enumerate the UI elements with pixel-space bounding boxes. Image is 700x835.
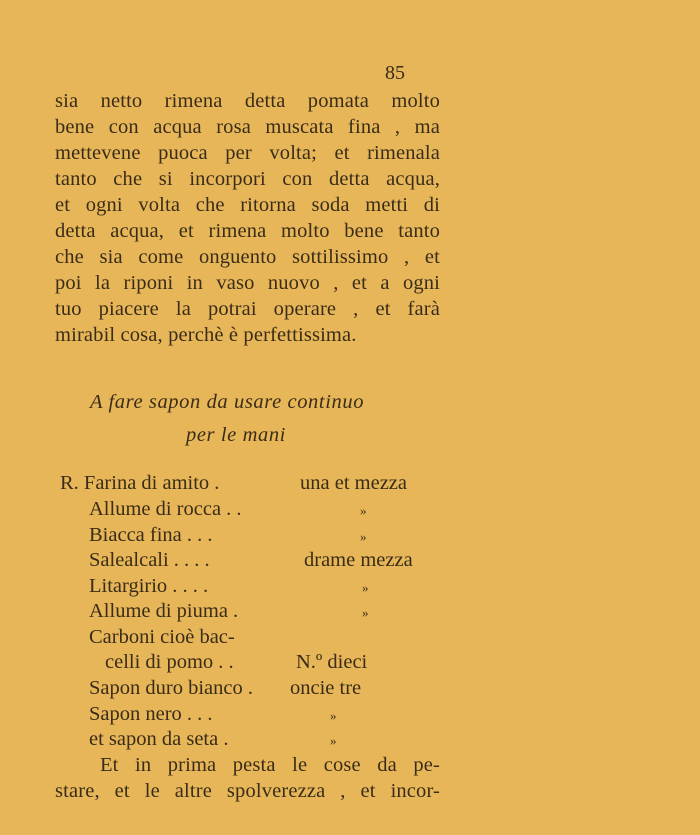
text-line: mirabil cosa, perchè è perfettissima. — [55, 324, 357, 346]
ingredient-name: et sapon da seta . — [89, 728, 229, 750]
text-line: che sia come onguento sottilissimo , et — [55, 246, 440, 268]
ingredient-name: Salealcali . . . . — [89, 549, 210, 571]
ingredient-quantity: » — [330, 733, 337, 748]
text-line: stare, et le altre spolverezza , et incor- — [55, 780, 440, 802]
ingredient-quantity: una et mezza — [300, 472, 407, 494]
text-line: poi la riponi in vaso nuovo , et a ogni — [55, 272, 440, 294]
ingredient-name: Biacca fina . . . — [89, 524, 213, 546]
ingredient-name: Sapon nero . . . — [89, 703, 213, 725]
ingredient-quantity: » — [362, 580, 369, 595]
ingredient-name: Litargirio . . . . — [89, 575, 209, 597]
ingredient-quantity: » — [330, 708, 337, 723]
text-line: tuo piacere la potrai operare , et farà — [55, 298, 440, 320]
ingredient-name: Allume di piuma . — [89, 600, 239, 622]
ingredient-quantity: » — [362, 605, 369, 620]
recipe-title-line-2: per le mani — [186, 424, 286, 446]
page-number: 85 — [385, 62, 405, 84]
ingredient-name: R. Farina di amito . — [60, 472, 220, 494]
text-line: et ogni volta che ritorna soda metti di — [55, 194, 440, 216]
text-line: sia netto rimena detta pomata molto — [55, 90, 440, 112]
ingredient-name: Sapon duro bianco . — [89, 677, 253, 699]
ingredient-name: Carboni cioè bac- — [89, 626, 235, 648]
text-line: Et in prima pesta le cose da pe- — [100, 754, 440, 776]
ingredient-quantity: oncie tre — [290, 677, 362, 699]
text-line: mettevene puoca per volta; et rimenala — [55, 142, 440, 164]
text-line: tanto che si incorpori con detta acqua, — [55, 168, 440, 190]
text-line: detta acqua, et rimena molto bene tanto — [55, 220, 440, 242]
ingredient-quantity: » — [360, 503, 367, 518]
ingredient-quantity: N.º dieci — [296, 651, 368, 673]
recipe-title-line-1: A fare sapon da usare continuo — [90, 391, 365, 413]
text-line: bene con acqua rosa muscata fina , ma — [55, 116, 440, 138]
ingredient-name: Allume di rocca . . — [89, 498, 242, 520]
ingredient-quantity: » — [360, 529, 367, 544]
ingredient-name: celli di pomo . . — [105, 651, 234, 673]
ingredient-quantity: drame mezza — [304, 549, 413, 571]
